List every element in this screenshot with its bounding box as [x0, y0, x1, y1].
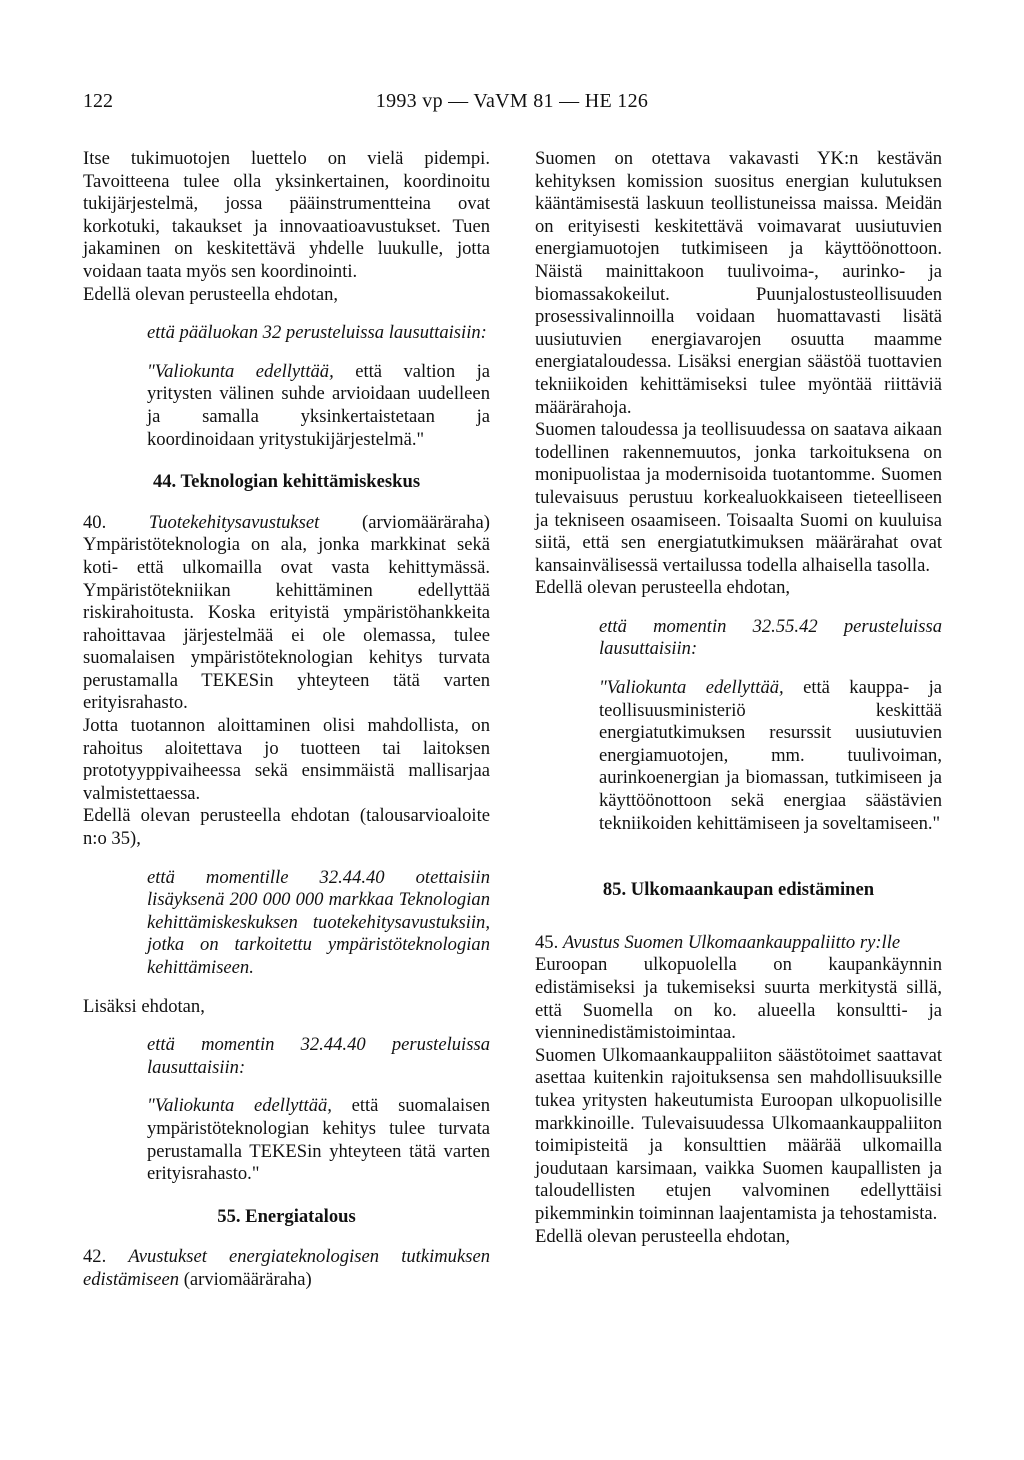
- item-number: 42.: [83, 1246, 129, 1268]
- item-paragraph: [83, 1246, 490, 1291]
- paragraph: Edellä olevan perusteella ehdotan,: [535, 1225, 791, 1247]
- quote-lead: "Valiokunta edellyttää,: [147, 1095, 332, 1117]
- item-body: (arviomääräraha) Ympäristöteknologia on ala, jonka markkinat sekä koti- että ulkomailla ovat vasta kehittymässä. Ympäristötekniikan kehittäminen edellyttää riskirahoitusta. Koska erityistä ympäristöhankkeita rahoittavaa järjestelmää ei ole olemassa, tulee suomalaisen ympäristöteknologian kehitys turvata perustamalla TEKESin yhteyteen tätä varten erityisrahasto.: [83, 511, 490, 714]
- item-body: (arviomääräraha): [179, 1268, 312, 1290]
- item-title: Avustus Suomen Ulkomaankauppaliitto ry:lle: [562, 931, 901, 953]
- section-heading: 44. Teknologian kehittämiskeskus: [152, 471, 421, 493]
- item-number: 45.: [535, 931, 563, 953]
- committee-quote: [599, 677, 942, 835]
- paragraph: Itse tukimuotojen luettelo on vielä pidempi. Tavoitteena tulee olla yksinkertainen, koordinoitu tukijärjestelmä, jossa pääinstrumentteina ovat korkotuki, takaukset ja innovaatioavustukset. Tuen jakaminen on keskitettävä yhdelle luukulle, jotta voidaan taata myös sen koordinointi.: [83, 148, 490, 282]
- quote-body: että kauppa- ja teollisuusministeriö keskittää energiatutkimuksen resurssit uusiutuvien energiamuotojen, mm. tuulivoiman, aurinkoenergian ja biomassan, tutkimiseen ja käyttöönottoon sekä energiaa säästävien tekniikoiden kehittämiseen ja soveltamiseen.": [599, 677, 942, 834]
- paragraph: Edellä olevan perusteella ehdotan,: [83, 283, 339, 305]
- paragraph: Suomen taloudessa ja teollisuudessa on saatava aikaan todellinen rakennemuutos, jonka tarkoituksena on monipuolistaa ja modernisoida tuotantomme. Suomen tulevaisuus perustuu korkealuokkaiseen tieteelliseen ja tekniseen osaamiseen. Toisaalta Suomi on kuuluisa siitä, että sen energiatutkimuksen määrärahat ovat kansainvälisessä vertailussa todella alhaisella tasolla.: [535, 419, 942, 576]
- running-head: 1993 vp — VaVM 81 — HE 126: [375, 90, 649, 112]
- paragraph: Jotta tuotannon aloittaminen olisi mahdollista, on rahoitus aloitettava jo tuotteen tai laitoksen prototyyppivaiheessa sekä ensimmäistä mallisarjaa valmistettaessa.: [83, 715, 490, 804]
- item-number: 40.: [83, 511, 149, 533]
- committee-quote: [147, 361, 490, 451]
- proposal-text: että momentin 32.44.40 perusteluissa lausuttaisiin:: [147, 1034, 490, 1078]
- paragraph: Euroopan ulkopuolella on kaupankäynnin edistämiseksi ja tukemiseksi suurta merkitystä sillä, että Suomella on ko. alueella konsultti- ja vienninedistämistoimintaa.: [535, 954, 942, 1044]
- item-paragraph: [83, 512, 490, 715]
- paragraph: Lisäksi ehdotan,: [83, 995, 205, 1017]
- item-paragraph: [535, 932, 942, 955]
- quote-lead: "Valiokunta edellyttää,: [147, 360, 334, 382]
- item-title: Tuotekehitysavustukset: [148, 511, 320, 533]
- proposal-text: että pääluokan 32 perusteluissa lausuttaisiin:: [147, 322, 487, 344]
- proposal-text: että momentille 32.44.40 otettaisiin lisäyksenä 200 000 000 markkaa Teknologian kehittämiskeskuksen tuotekehitysavustuksiin, jotka on tarkoitettu ympäristöteknologian kehittämiseen.: [147, 866, 490, 978]
- item-title: Avustukset energiateknologisen tutkimuksen edistämiseen: [83, 1246, 491, 1290]
- paragraph: Suomen Ulkomaankauppaliiton säästötoimet saattavat asettaa kuitenkin rajoituksensa sen mahdollisuuksille tukea yritysten hakeutumista Euroopan ulkopuolisille markkinoille. Tulevaisuudessa Ulkomaankauppaliiton toimipisteitä ja konsulttien määrää ulkomailla joudutaan karsimaan, vaikka Suomen kaupallisten ja taloudellisten etujen valvominen edellyttäisi pikemminkin toiminnan laajentamista ja tehostamista.: [535, 1044, 942, 1224]
- left-column: [83, 148, 490, 1292]
- proposal-text: että momentin 32.55.42 perusteluissa lausuttaisiin:: [599, 615, 942, 660]
- paragraph: Suomen on otettava vakavasti YK:n kestävän kehityksen komission suositus energian kulutuksen kääntämisestä laskuun teollistuneissa maissa. Meidän on erityisesti keskitettävä voimavarat uusiutuvien energiamuotojen tutkimiseen ja käyttöönottoon. Näistä mainittakoon tuulivoima-, aurinko- ja biomassakokeilut. Puunjalostusteollisuuden prosessivalinnoilla voidaan huomattavasti lisätä uusiutuvien energiavarojen osuutta maamme energiataloudessa. Lisäksi energian säästöä tuottavien tekniikoiden kehittämiseksi tulee myöntää riittäviä määrärahoja.: [535, 148, 942, 418]
- section-heading: 85. Ulkomaankaupan edistäminen: [602, 879, 875, 901]
- committee-quote: [147, 1095, 490, 1185]
- quote-body: että valtion ja yritysten välinen suhde arvioidaan uudelleen ja samalla yksinkertaistetaan ja koordinoidaan yritystukijärjestelmä.": [147, 360, 490, 450]
- paragraph: Edellä olevan perusteella ehdotan,: [535, 577, 791, 599]
- right-column: [535, 148, 942, 1248]
- quote-body: että suomalaisen ympäristöteknologian kehitys tulee turvata perustamalla TEKESin yhteyteen tätä varten erityisrahasto.": [147, 1095, 490, 1185]
- paragraph: Edellä olevan perusteella ehdotan (talousarvioaloite n:o 35),: [83, 805, 490, 850]
- page-number: 122: [83, 90, 113, 112]
- quote-lead: "Valiokunta edellyttää,: [599, 677, 784, 699]
- section-heading: 55. Energiatalous: [217, 1205, 356, 1227]
